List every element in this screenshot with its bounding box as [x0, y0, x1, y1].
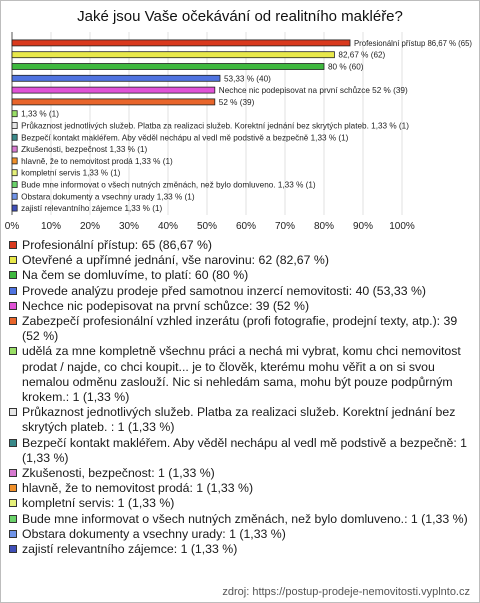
legend-swatch	[9, 287, 17, 295]
legend-label: Otevřené a upřímné jednání, vše narovinu: 62 (82,67 %)	[22, 253, 329, 268]
bar	[12, 182, 17, 188]
legend-item	[9, 299, 471, 314]
legend-label: Zkušenosti, bezpečnost: 1 (1,33 %)	[22, 466, 215, 481]
legend-item	[9, 253, 471, 268]
x-tick-label: 90%	[352, 221, 374, 232]
legend-label: Profesionální přístup: 65 (86,67 %)	[22, 238, 213, 252]
legend-item	[9, 314, 471, 344]
bar-data-label: kompletní servis 1,33 % (1)	[21, 168, 121, 178]
bar-data-label: Bezpečí kontakt makléřem. Aby věděl nechápu al vedl mě podstivě a bezpečně 1,33 % (1)	[21, 133, 349, 143]
legend-swatch	[9, 545, 17, 553]
bar	[12, 123, 17, 129]
legend	[9, 238, 471, 557]
legend-label: Zabezpečí profesionální vzhled inzerátu (profi fotografie, prodejní texty, atp.): 39 (52 %)	[22, 314, 458, 344]
bar	[12, 52, 334, 58]
x-tick-label: 70%	[274, 221, 296, 232]
legend-label: Průkaznost jednotlivých služeb. Platba za realizaci služeb. Korektní jednání bez skrytých plateb. : 1 (1,33 %)	[22, 405, 456, 435]
bar-data-label: zajistí relevantního zájemce 1,33 % (1)	[21, 204, 163, 214]
legend-item	[9, 405, 471, 435]
legend-item	[9, 527, 471, 542]
bar	[12, 111, 17, 117]
legend-swatch	[9, 469, 17, 477]
legend-label: Obstara dokumenty a vsechny urady: 1 (1,33 %)	[22, 526, 286, 541]
legend-swatch	[9, 317, 17, 325]
legend-item	[9, 238, 471, 253]
x-tick-label: 30%	[118, 221, 140, 232]
bar	[12, 134, 17, 140]
legend-swatch	[9, 256, 17, 264]
chart-title: Jaké jsou Vaše očekávání od realitního makléře?	[77, 8, 403, 25]
legend-swatch	[9, 484, 17, 492]
legend-swatch	[9, 408, 17, 416]
bar-data-label: 52 % (39)	[218, 97, 255, 107]
bar	[12, 64, 324, 70]
legend-label: Bezpečí kontakt makléřem. Aby věděl nechápu al vedl mě podstivě a bezpečně: 1 (1,33 %)	[22, 435, 467, 465]
bar	[12, 193, 17, 199]
bar	[12, 99, 215, 105]
x-tick-label: 20%	[79, 221, 101, 232]
legend-label: Provede analýzu prodeje před samotnou inzercí nemovitosti: 40 (53,33 %)	[22, 283, 426, 298]
legend-item	[9, 542, 471, 557]
bar-data-label: 53,33 % (40)	[223, 74, 271, 84]
bar	[12, 75, 220, 81]
legend-swatch	[9, 530, 17, 538]
legend-label: Nechce nic podepisovat na první schůzce: 39 (52 %)	[22, 298, 310, 313]
bar-data-label: Obstara dokumenty a vsechny urady 1,33 % (1)	[21, 192, 195, 202]
legend-swatch	[9, 439, 17, 447]
legend-swatch	[9, 347, 17, 355]
legend-item	[9, 466, 471, 481]
bar-data-label: Bude mne informovat o všech nutných změnách, než bylo domluveno. 1,33 % (1)	[21, 180, 316, 190]
x-tick-label: 0%	[4, 221, 20, 232]
x-tick-label: 80%	[313, 221, 335, 232]
bar	[12, 158, 17, 164]
bar-data-label: Profesionální přístup 86,67 % (65)	[354, 38, 473, 48]
legend-swatch	[9, 515, 17, 523]
bar-data-label: 82,67 % (62)	[338, 50, 386, 60]
bar	[12, 205, 17, 211]
legend-swatch	[9, 302, 17, 310]
x-tick-label: 50%	[196, 221, 218, 232]
bar	[12, 170, 17, 176]
bar-chart	[0, 0, 480, 240]
legend-swatch	[9, 241, 17, 249]
legend-label: hlavně, že to nemovitost prodá: 1 (1,33 %)	[22, 481, 254, 496]
legend-item	[9, 436, 471, 466]
legend-item	[9, 344, 471, 405]
bar	[12, 146, 17, 152]
bar-data-label: hlavně, že to nemovitost prodá 1,33 % (1)	[21, 156, 173, 166]
x-tick-label: 10%	[40, 221, 62, 232]
x-tick-label: 40%	[157, 221, 179, 232]
bar	[12, 87, 215, 93]
bar-data-label: Průkaznost jednotlivých služeb. Platba za realizaci služeb. Korektní jednání bez skrytých plateb. 1,33 % (1)	[21, 121, 409, 131]
legend-item	[9, 496, 471, 511]
legend-label: zajistí relevantního zájemce: 1 (1,33 %)	[22, 542, 238, 557]
legend-label: udělá za mne kompletně všechnu práci a nechá mi vybrat, komu chci nemovitost prodat / najde, co chci koupit... je to člověk, kterému mohu věřit a on si svou nemalou odměnu zaslouží. Nic si nehledám sama, mohu být pouze podpůrným krokem.: 1 (1,33 %)	[22, 344, 461, 405]
source-note: zdroj: https://postup-prodeje-nemovitosti.vyplnto.cz	[222, 586, 470, 598]
legend-item	[9, 284, 471, 299]
legend-label: Na čem se domluvíme, to platí: 60 (80 %)	[22, 268, 249, 283]
bar	[12, 40, 350, 46]
bar-data-label: Nechce nic podepisovat na první schůzce 52 % (39)	[218, 86, 408, 96]
legend-swatch	[9, 271, 17, 279]
legend-item	[9, 268, 471, 283]
legend-swatch	[9, 499, 17, 507]
bar-data-label: 1,33 % (1)	[21, 109, 59, 119]
legend-label: Bude mne informovat o všech nutných změnách, než bylo domluveno.: 1 (1,33 %)	[22, 511, 468, 526]
bar-data-label: Zkušenosti, bezpečnost 1,33 % (1)	[21, 145, 148, 155]
x-tick-label: 60%	[235, 221, 257, 232]
legend-label: kompletní servis: 1 (1,33 %)	[22, 496, 175, 511]
bar-data-label: 80 % (60)	[328, 62, 364, 72]
legend-item	[9, 481, 471, 496]
legend-item	[9, 512, 471, 527]
x-tick-label: 100%	[389, 221, 415, 232]
